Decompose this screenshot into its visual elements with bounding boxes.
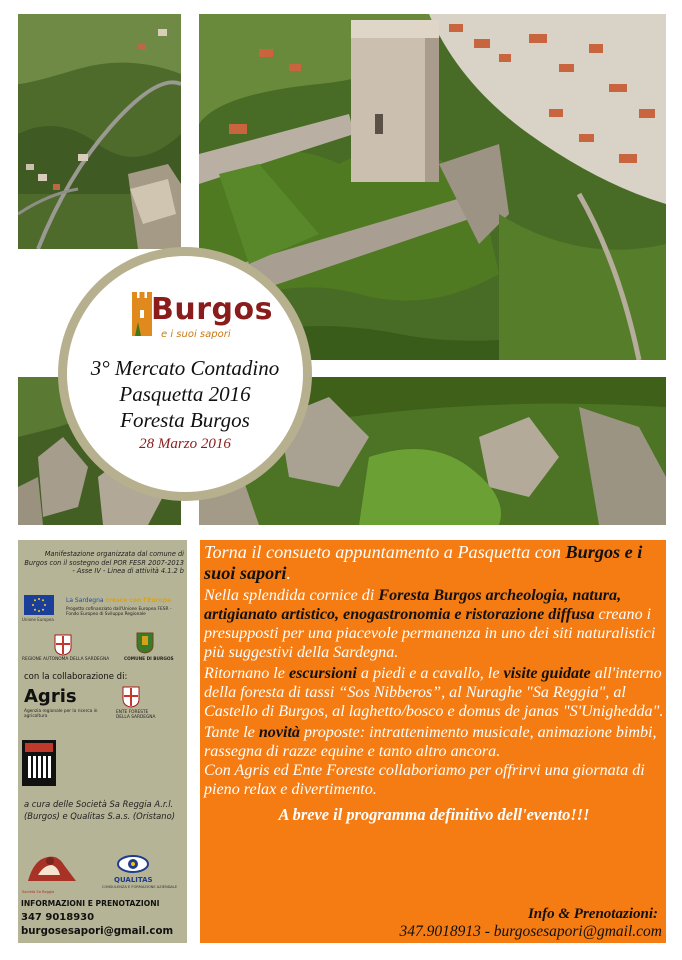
sa-reggia-logo-icon [24, 851, 80, 887]
paragraph-excursions: Ritornano le escursioni a piedi e a cavallo, le visite guidate all'interno della foresta di tassi “Sos Nibberos”, al Nuraghe "Sa Reggia", al Castello di Burgos, al laghetto/bosco e domus de janas "S'Unighedda". [204, 665, 664, 720]
qualitas-eye-icon [116, 853, 150, 875]
comune-crest-icon [136, 632, 154, 654]
eu-flag-icon [24, 595, 54, 615]
eu-caption: Unione Europea [22, 617, 54, 622]
event-occasion: Pasquetta 2016 [119, 382, 251, 406]
music-logo-icon [22, 740, 56, 786]
contact-line: 347.9018913 - burgosesapori@gmail.com [399, 923, 662, 940]
paragraph-novelties: Tante le novità proposte: intrattenimento musicale, animazione bimbi, rassegna di razze equine e tanto altro ancora. [204, 724, 657, 760]
contact-phone: 347 9018930 [21, 912, 95, 923]
event-title: 3° Mercato Contadino [90, 356, 280, 380]
regione-caption: REGIONE AUTONOMA DELLA SARDEGNA [22, 657, 110, 662]
sardegna-title: La Sardegna cresce con l'Europa [66, 597, 172, 604]
organizer-note: Manifestazione organizzata dal comune di Burgos con il sostegno del POR FESR 2007-2013 - Asse IV - Linea di attività 4.1.2 b [24, 550, 184, 576]
comune-caption: COMUNE DI BURGOS [124, 657, 174, 662]
qualitas-name: QUALITAS [114, 876, 153, 884]
sponsor-panel [18, 540, 187, 943]
qualitas-subtitle: CONSULENZA E FORMAZIONE AZIENDALE [102, 885, 178, 889]
regione-crest-icon [54, 634, 72, 656]
paragraph-collaboration: Con Agris ed Ente Foreste collaboriamo per offrirvi una giornata di pieno relax e divertimento. [204, 762, 645, 798]
description-panel [200, 540, 666, 943]
event-badge [58, 247, 312, 501]
logo-tagline: e i suoi sapori [161, 329, 231, 340]
sardegna-subtitle: Progetto cofinanziato dall'Unione Europea FESR - Fondo Europeo di Sviluppo Regionale [66, 607, 172, 618]
burgos-logo [129, 288, 279, 350]
headline: Torna il consueto appuntamento a Pasquetta con Burgos e i suoi sapori. [204, 542, 643, 583]
info-label-right: Info & Prenotazioni: [527, 906, 658, 922]
sa-reggia-caption: Società Sa Reggia [22, 890, 55, 894]
agris-subtitle: Agenzia regionale per la ricerca in agricoltura [24, 709, 98, 720]
ente-foreste-caption: ENTE FORESTE DELLA SARDEGNA [116, 710, 156, 721]
agris-logo: Agris [24, 686, 77, 707]
paragraph-setting: Nella splendida cornice di Foresta Burgos archeologia, natura, artigianato artistico, enogastronomia e ristorazione diffusa creano i presupposti per una piacevole permanenza in uno dei siti naturalistici più suggestivi della Sardegna. [204, 587, 656, 661]
program-announcement: A breve il programma definitivo dell'evento!!! [278, 805, 590, 824]
event-date: 28 Marzo 2016 [139, 436, 231, 452]
ente-foreste-crest-icon [122, 686, 140, 708]
collaboration-label: con la collaborazione di: [24, 672, 128, 682]
logo-word: Burgos [151, 292, 273, 327]
info-label: INFORMAZIONI E PRENOTAZIONI [21, 899, 160, 908]
organizers-note: a cura delle Società Sa Reggia A.r.l. (Burgos) e Qualitas S.a.s. (Oristano) [24, 799, 176, 821]
event-location: Foresta Burgos [120, 408, 250, 432]
badge-inner [67, 256, 303, 492]
contact-email: burgosesapori@gmail.com [21, 926, 174, 937]
photo-aerial-countryside [18, 14, 181, 249]
description-text [204, 542, 664, 824]
